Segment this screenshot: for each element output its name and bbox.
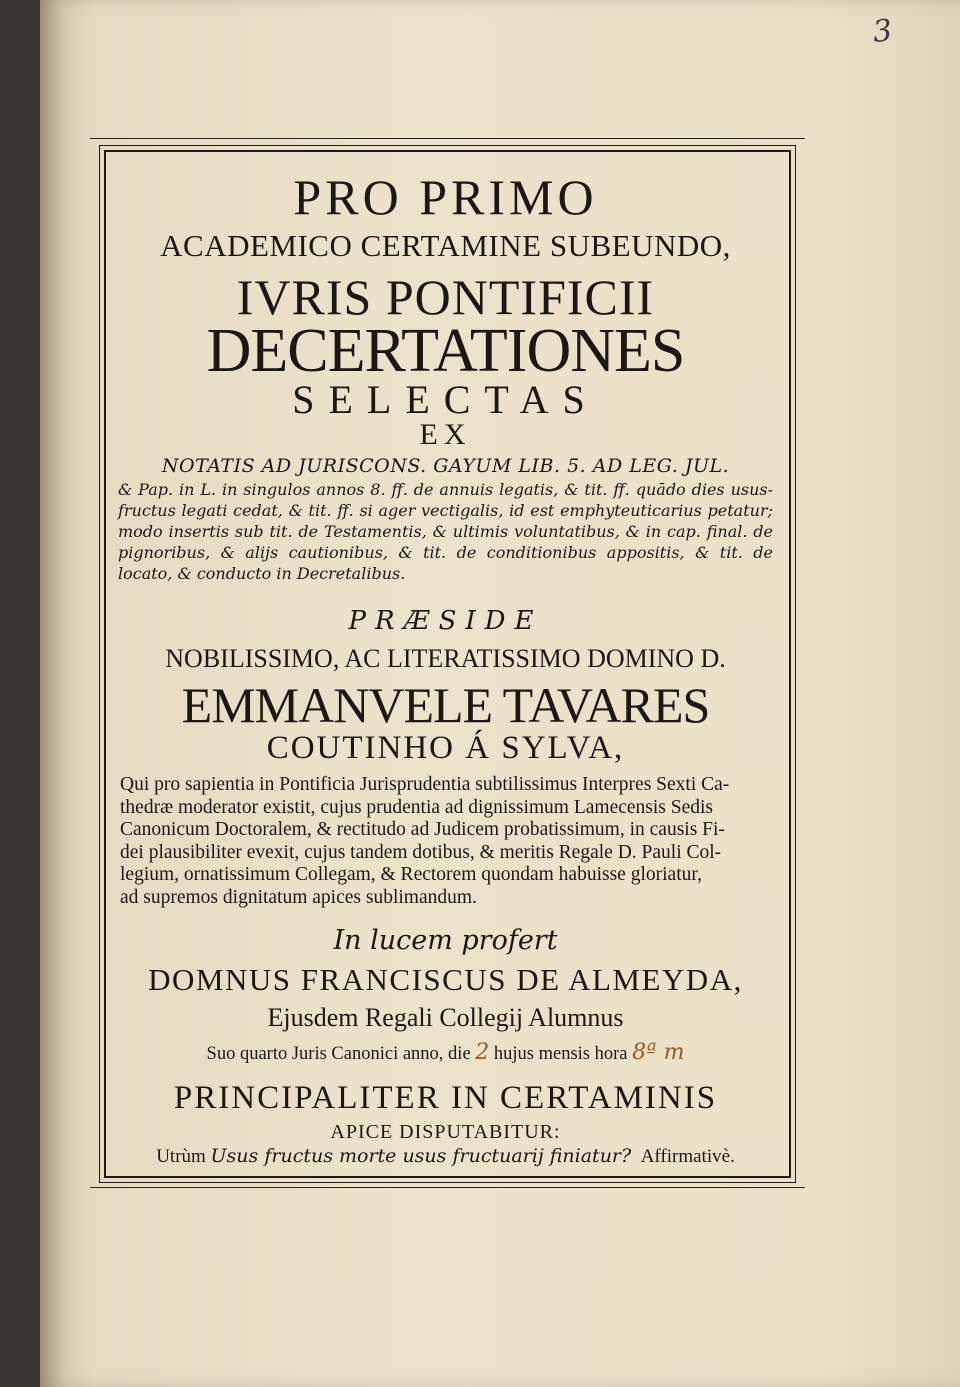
- folio-number: 3: [871, 13, 894, 50]
- title-page-content: [104, 150, 787, 1174]
- notes-paragraph: [118, 455, 773, 584]
- bio-line: Qui pro sapientia in Pontificia Jurisprudentia subtilissimus Interpres Sexti Ca-: [120, 774, 730, 795]
- title-line-5: SELECTAS: [292, 377, 599, 422]
- bio-paragraph: [120, 774, 772, 909]
- respondent-affiliation: Ejusdem Regali Collegij Alumnus: [267, 1003, 624, 1032]
- thesis-line-2: APICE DISPUTABITUR:: [330, 1121, 561, 1143]
- bottom-rule: [90, 1187, 805, 1188]
- top-rule: [90, 138, 805, 139]
- question-prefix: Utrùm: [156, 1146, 206, 1167]
- handwritten-hour: 8ª m: [632, 1040, 685, 1065]
- praeside-honorific: NOBILISSIMO, AC LITERATISSIMO DOMINO D.: [165, 644, 726, 673]
- praeside-name: EMMANVELE TAVARES: [181, 677, 710, 733]
- praeside-surname: COUTINHO Á SYLVA,: [266, 730, 625, 766]
- notes-body: & Pap. in L. in singulos annos 8. ff. de annuis legatis, & tit. ff. quādo dies usus- fructus legati cedat, & tit. ff. si ager vectigalis, id est emphyteuticarius petatur; modo insertis sub tit. de Testamentis, & ultimis voluntatibus, & in cap. final. de pignoribus, & alijs cautionibus, & tit. de conditionibus appositis, & tit. de locato, & conducto in Decretalibus.: [118, 480, 773, 583]
- thesis-answer: Affirmativè.: [640, 1146, 735, 1167]
- bio-line: dei plausibiliter evexit, cujus tandem dotibus, & meritis Regale D. Pauli Col-: [120, 841, 722, 863]
- bio-line: thedræ moderator existit, cujus prudentia ad dignissimum Lamecensis Sedis: [120, 796, 714, 818]
- thesis-question: Usus fructus morte usus fructuarij finiatur?: [210, 1145, 632, 1167]
- bio-line: legium, ornatissimum Collegam, & Rectorem quondam habuisse gloriatur,: [120, 864, 702, 885]
- thesis-line-1: PRINCIPALITER IN CERTAMINIS: [173, 1080, 718, 1116]
- notes-heading: NOTATIS AD JURISCONS. GAYUM LIB. 5. AD LEG. JUL.: [161, 455, 730, 477]
- date-mid: hujus mensis hora: [493, 1044, 628, 1064]
- bio-line: ad supremos dignitatum apices sublimandum.: [120, 886, 477, 908]
- praeside-label: PRÆSIDE: [348, 606, 543, 636]
- thesis-question-line: [104, 1147, 787, 1166]
- disputation-date: [104, 1042, 787, 1064]
- title-line-6: EX: [419, 418, 472, 451]
- respondent-name: DOMNUS FRANCISCUS DE ALMEYDA,: [148, 962, 743, 997]
- title-line-1: PRO PRIMO: [293, 169, 598, 225]
- date-prefix: Suo quarto Juris Canonici anno, die: [206, 1044, 471, 1064]
- respondent-intro: In lucem profert: [333, 925, 558, 956]
- title-line-3: IVRIS PONTIFICII: [236, 269, 655, 325]
- bio-line: Canonicum Doctoralem, & rectitudo ad Judicem probatissimum, in causis Fi-: [120, 819, 725, 840]
- handwritten-day: 2: [475, 1040, 490, 1065]
- title-line-4: DECERTATIONES: [206, 317, 685, 385]
- title-line-2: ACADEMICO CERTAMINE SUBEUNDO,: [160, 228, 731, 263]
